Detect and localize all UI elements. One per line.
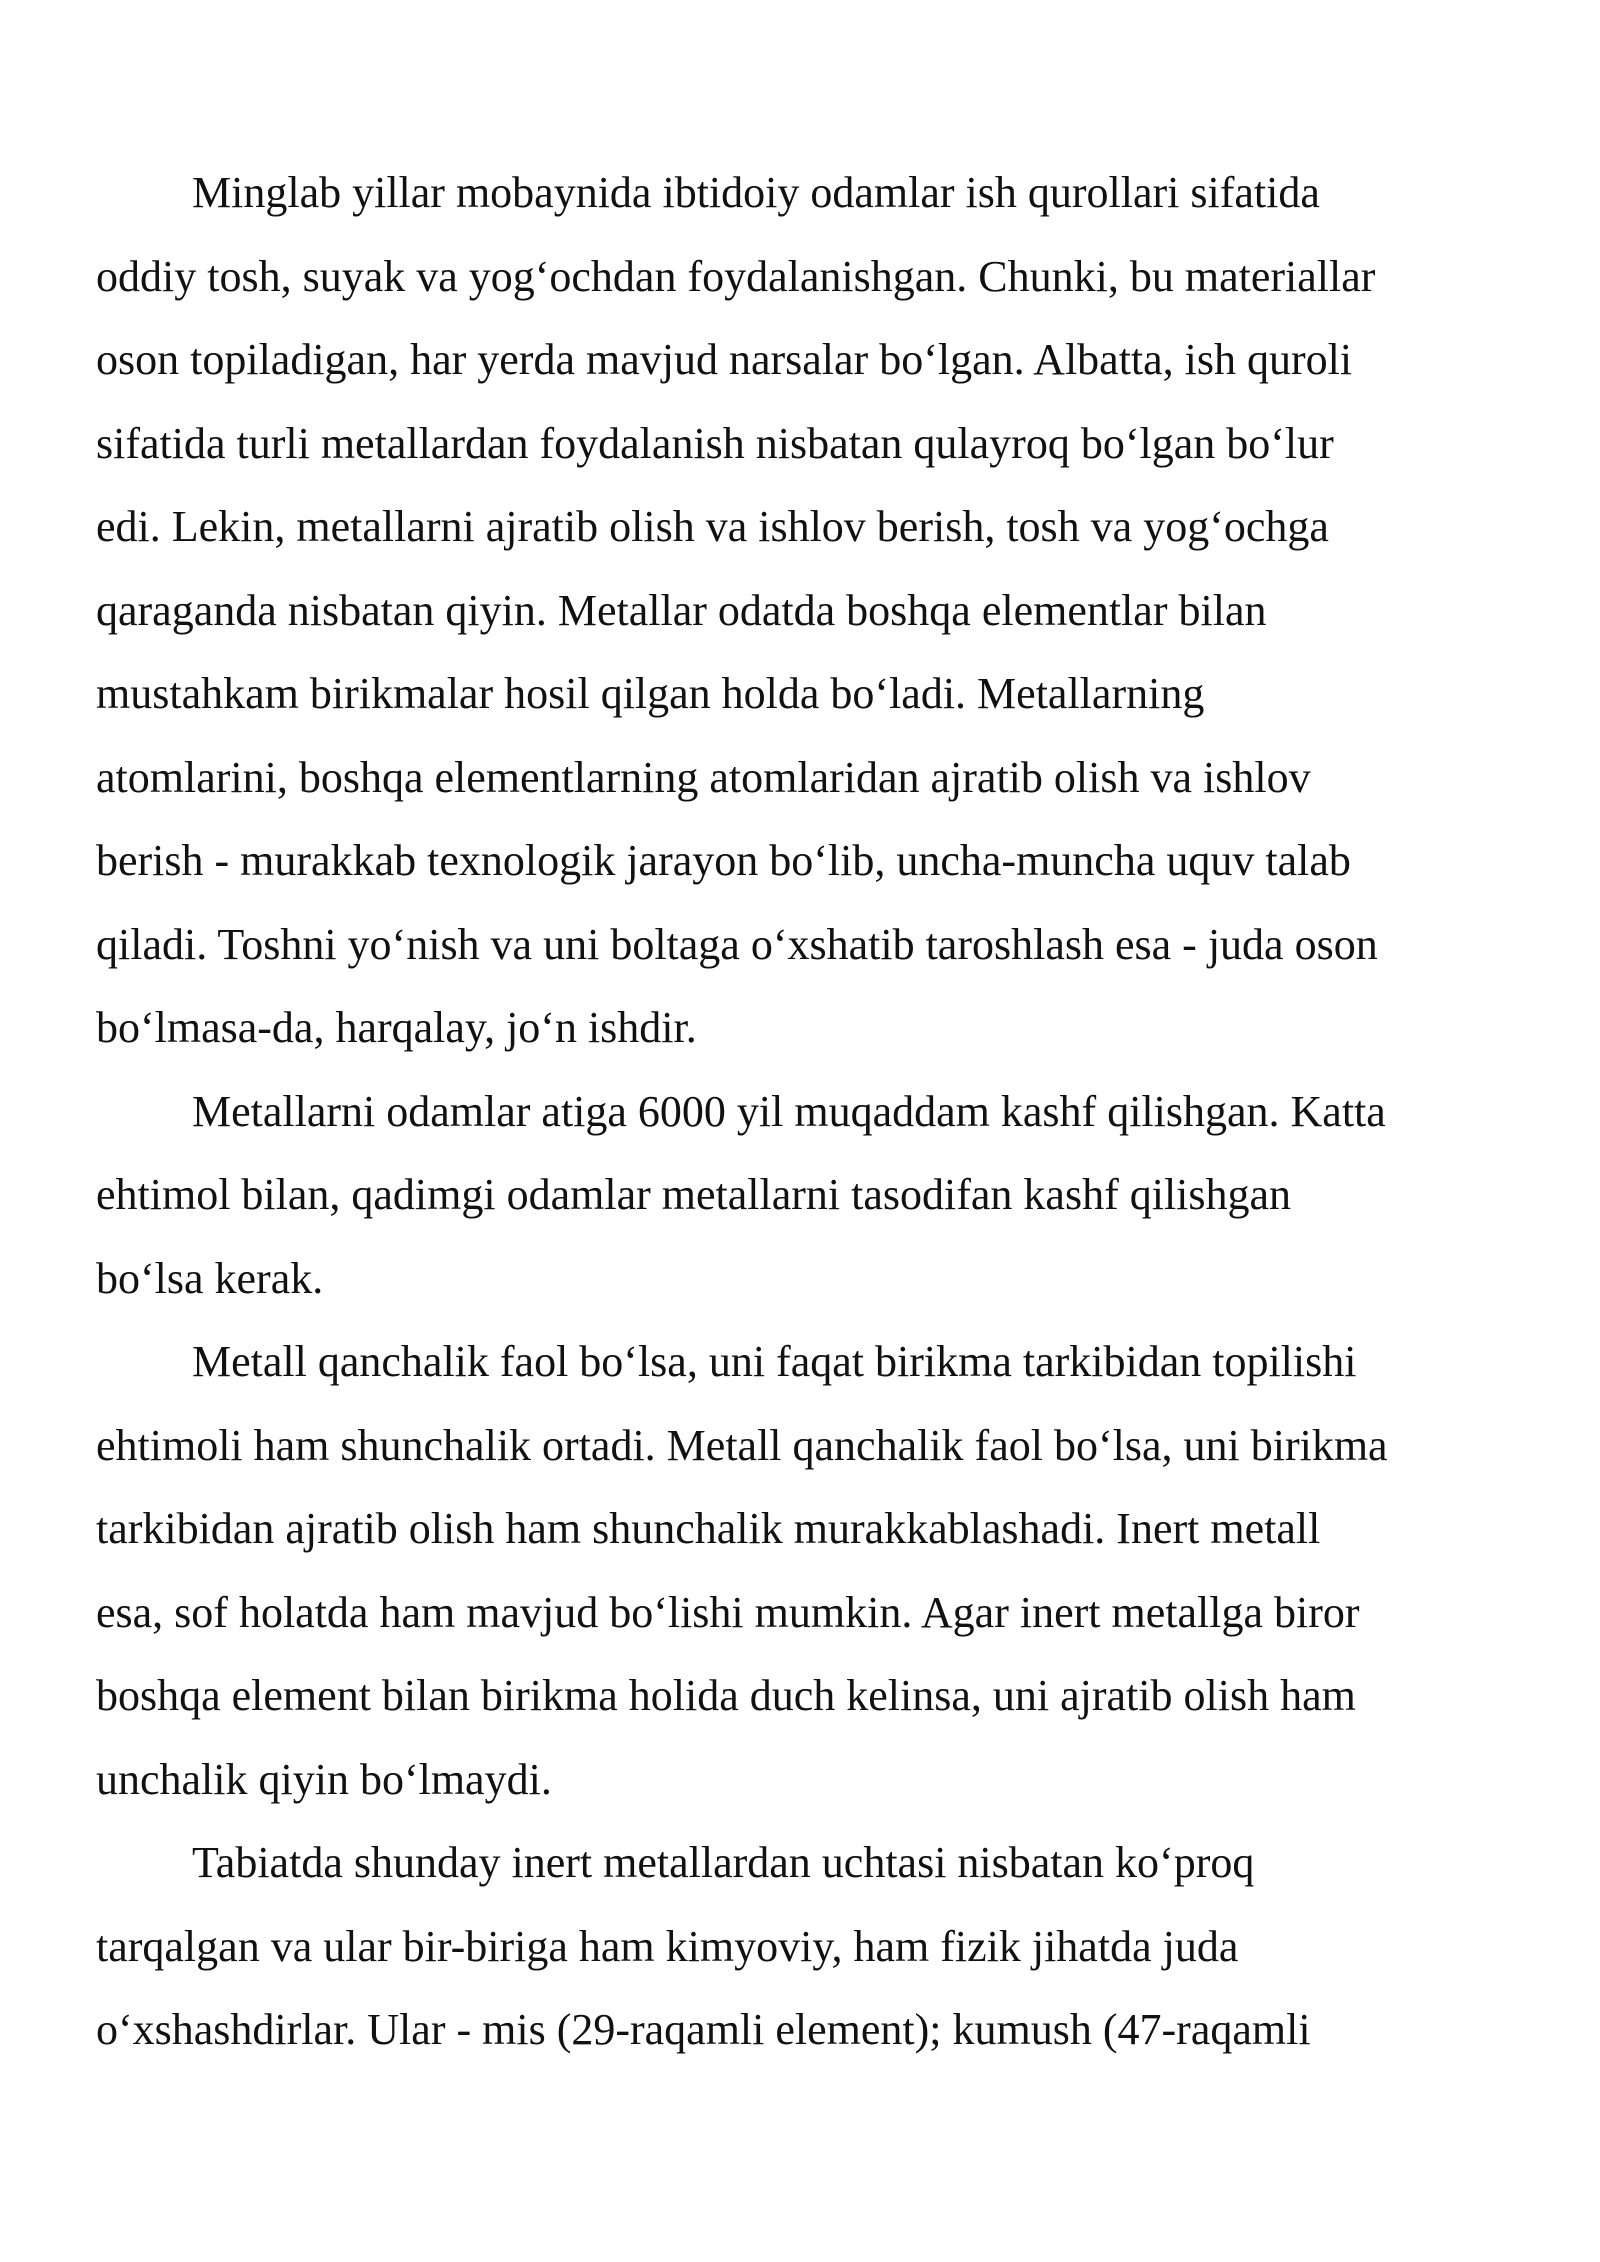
- text-line: tarqalgan va ular bir-biriga ham kimyoviy, ham fizik jihatda juda: [96, 1921, 1239, 1971]
- text-line: berish - murakkab texnologik jarayon bo‘lib, uncha-muncha uquv talab: [96, 836, 1351, 885]
- text-line: oson topiladigan, har yerda mavjud narsalar bo‘lgan. Albatta, ish quroli: [96, 335, 1353, 384]
- text-line: ehtimoli ham shunchalik ortadi. Metall qanchalik faol bo‘lsa, uni birikma: [96, 1420, 1388, 1470]
- text-line: ehtimol bilan, qadimgi odamlar metallarni tasodifan kashf qilishgan: [96, 1170, 1292, 1219]
- document-body: [96, 151, 1516, 2072]
- text-line: esa, sof holatda ham mavjud bo‘lishi mumkin. Agar inert metallga biror: [96, 1587, 1360, 1637]
- paragraph-1: [96, 151, 1516, 1070]
- text-line: Tabiatda shunday inert metallardan uchtasi nisbatan ko‘proq: [192, 1838, 1255, 1887]
- text-line: atomlarini, boshqa elementlarning atomlaridan ajratib olish va ishlov: [96, 752, 1311, 802]
- text-line: qiladi. Toshni yo‘nish va uni boltaga o‘xshatib taroshlash esa - juda oson: [96, 919, 1378, 969]
- text-line: tarkibidan ajratib olish ham shunchalik murakkablashadi. Inert metall: [96, 1504, 1321, 1553]
- text-line: unchalik qiyin bo‘lmaydi.: [96, 1754, 552, 1804]
- paragraph-4: [96, 1821, 1516, 2072]
- text-line: bo‘lmasa-da, harqalay, jo‘n ishdir.: [96, 1003, 697, 1052]
- text-line: mustahkam birikmalar hosil qilgan holda bo‘ladi. Metallarning: [96, 669, 1205, 718]
- text-line: Minglab yillar mobaynida ibtidoiy odamlar ish qurollari sifatida: [192, 168, 1320, 217]
- text-line: bo‘lsa kerak.: [96, 1253, 324, 1303]
- text-line: boshqa element bilan birikma holida duch kelinsa, uni ajratib olish ham: [96, 1671, 1356, 1720]
- paragraph-2: [96, 1070, 1516, 1321]
- text-line: edi. Lekin, metallarni ajratib olish va ishlov berish, tosh va yog‘ochga: [96, 502, 1329, 551]
- text-line: sifatida turli metallardan foydalanish nisbatan qulayroq bo‘lgan bo‘lur: [96, 418, 1334, 468]
- paragraph-3: [96, 1320, 1516, 1821]
- text-line: Metallarni odamlar atiga 6000 yil muqaddam kashf qilishgan. Katta: [192, 1086, 1386, 1136]
- text-line: Metall qanchalik faol bo‘lsa, uni faqat birikma tarkibidan topilishi: [192, 1337, 1357, 1386]
- text-line: qaraganda nisbatan qiyin. Metallar odatda boshqa elementlar bilan: [96, 585, 1267, 635]
- text-line: o‘xshashdirlar. Ular - mis (29-raqamli element); kumush (47-raqamli: [96, 2005, 1311, 2054]
- text-line: oddiy tosh, suyak va yog‘ochdan foydalanishgan. Chunki, bu materiallar: [96, 251, 1376, 301]
